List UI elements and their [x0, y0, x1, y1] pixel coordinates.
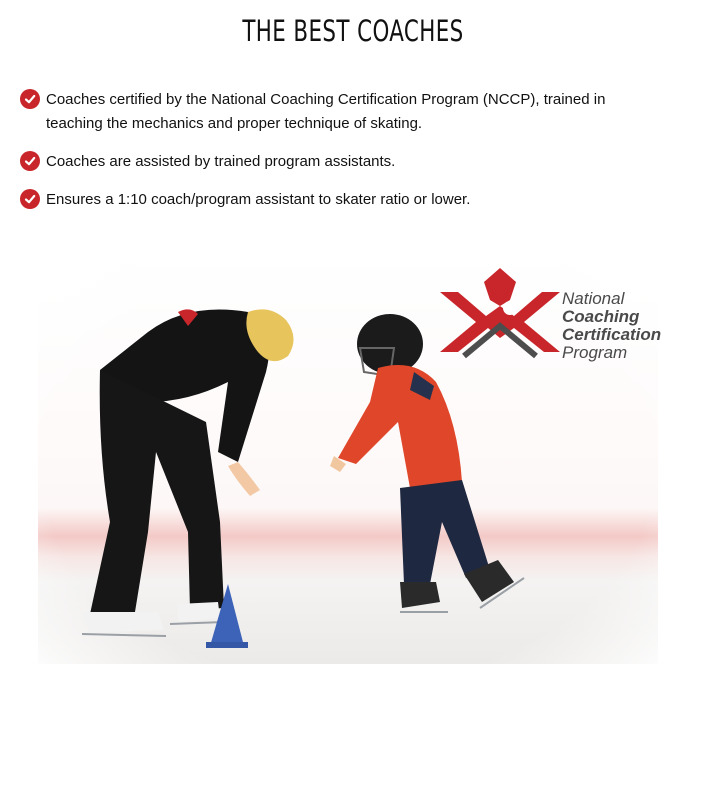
checkmark-circle-icon — [20, 189, 40, 209]
logo-line-coaching: Coaching — [562, 307, 640, 326]
maple-leaf-logo-icon — [436, 262, 560, 362]
logo-wordmark — [562, 290, 661, 362]
feature-list — [20, 88, 660, 226]
page-title: THE BEST COACHES — [242, 14, 464, 48]
checkmark-circle-icon — [20, 151, 40, 171]
checkmark-circle-icon — [20, 89, 40, 109]
logo-line-program: Program — [562, 343, 628, 362]
list-item — [20, 88, 660, 136]
logo-line-certification: Certification — [562, 325, 662, 344]
feature-text: Ensures a 1:10 coach/program assistant to skater ratio or lower. — [46, 191, 471, 208]
nccp-logo — [436, 262, 672, 372]
list-item — [20, 150, 660, 174]
feature-text: Coaches certified by the National Coaching Certification Program (NCCP), trained in teaching the mechanics and proper technique of skating. — [46, 91, 606, 132]
logo-line-national: National — [562, 289, 625, 308]
feature-text: Coaches are assisted by trained program assistants. — [46, 153, 396, 170]
list-item — [20, 188, 660, 212]
